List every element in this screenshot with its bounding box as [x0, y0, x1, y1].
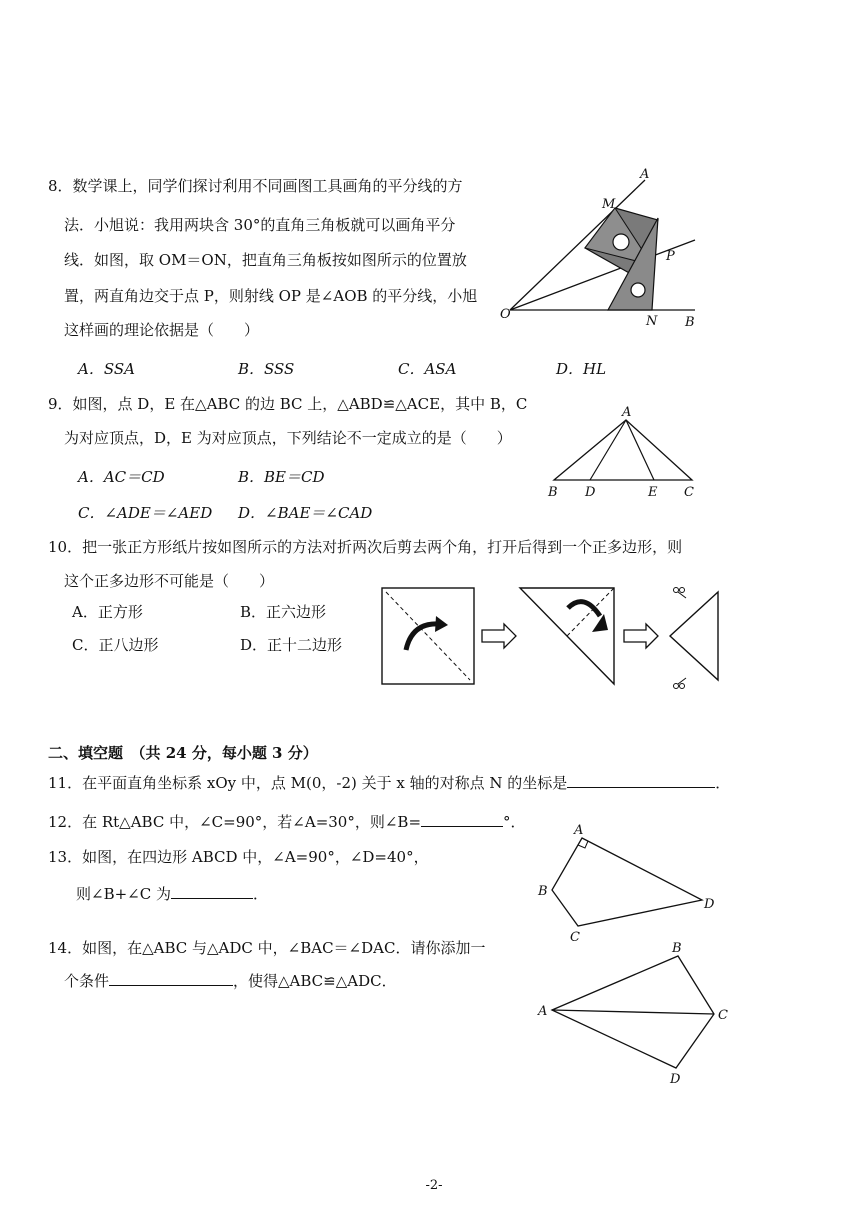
q8-label-a: A [640, 167, 650, 182]
q8-line-5: 这样画的理论依据是（ ） [64, 321, 260, 339]
page-number: -2- [425, 1178, 443, 1193]
q8-line-3: 线．如图，取 OM＝ON，把直角三角板按如图所示的位置放 [64, 251, 467, 269]
q9-label-a: A [622, 405, 632, 420]
q10-option-d[interactable]: D．正十二边形 [240, 636, 343, 654]
q9-label-d: D [585, 485, 596, 500]
q8-option-b[interactable]: B．SSS [238, 360, 295, 378]
right-arrow-icon [482, 624, 516, 648]
q8-line-4: 置，两直角边交于点 P，则射线 OP 是∠AOB 的平分线，小旭 [64, 287, 478, 305]
q9-option-a[interactable]: A．AC＝CD [78, 468, 165, 486]
q10-option-c[interactable]: C．正八边形 [72, 636, 159, 654]
q10-option-b[interactable]: B．正六边形 [240, 603, 327, 621]
q8-line-1: 8．数学课上，同学们探讨利用不同画图工具画角的平分线的方 [48, 177, 463, 195]
q14-text-end: ，使得△ABC≌△ADC． [233, 972, 397, 990]
q13-label-b: B [538, 884, 548, 899]
scissors-icon [674, 588, 687, 599]
q14-label-d: D [670, 1072, 681, 1087]
q13-label-d: D [704, 897, 715, 912]
q11-end: ． [715, 774, 731, 792]
q9-label-b: B [548, 485, 558, 500]
q12-end: °． [503, 813, 526, 831]
q8-option-a[interactable]: A．SSA [78, 360, 135, 378]
q8-label-p: P [666, 249, 675, 264]
q11-text: 11．在平面直角坐标系 xOy 中，点 M(0，-2) 关于 x 轴的对称点 N 的坐标是 [48, 774, 568, 792]
q8-line-2: 法．小旭说：我用两块含 30°的直角三角板就可以画角平分 [64, 216, 456, 234]
q9-option-d[interactable]: D．∠BAE＝∠CAD [238, 504, 373, 522]
q14-figure [532, 938, 737, 1088]
q13-text: 则∠B+∠C 为 [76, 885, 171, 903]
q14-label-c: C [718, 1008, 728, 1023]
q13-end: ． [252, 885, 268, 903]
q14-line-1: 14．如图，在△ABC 与△ADC 中，∠BAC＝∠DAC．请你添加一 [48, 939, 486, 957]
q11-line [48, 773, 730, 793]
q11-answer-blank[interactable] [567, 773, 715, 788]
q10-figure [378, 580, 728, 695]
q13-label-c: C [570, 930, 580, 945]
q8-label-o: O [500, 307, 511, 322]
q14-label-b: B [672, 941, 682, 956]
q10-line-1: 10．把一张正方形纸片按如图所示的方法对折两次后剪去两个角，打开后得到一个正多边形，则 [48, 538, 683, 556]
q14-answer-blank[interactable] [109, 971, 233, 986]
q8-label-n: N [646, 314, 658, 329]
section-2-title: 二、填空题 （共 24 分，每小题 3 分） [48, 744, 318, 762]
q12-line [48, 812, 526, 832]
q12-text: 12．在 Rt△ABC 中，∠C=90°，若∠A=30°，则∠B= [48, 813, 422, 831]
q9-label-c: C [684, 485, 694, 500]
q13-label-a: A [574, 823, 584, 838]
q9-option-c[interactable]: C．∠ADE＝∠AED [78, 504, 213, 522]
q8-option-d[interactable]: D．HL [556, 360, 607, 378]
q9-figure [540, 402, 710, 502]
q10-option-a[interactable]: A．正方形 [72, 603, 143, 621]
right-arrow-icon [624, 624, 658, 648]
q9-line-1: 9．如图，点 D，E 在△ABC 的边 BC 上，△ABD≌△ACE，其中 B，C [48, 395, 528, 413]
q8-label-b: B [685, 315, 695, 330]
q8-label-m: M [602, 197, 616, 212]
q9-label-e: E [648, 485, 658, 500]
q14-text-start: 个条件 [64, 972, 110, 990]
q13-figure [530, 820, 725, 945]
q13-answer-blank[interactable] [171, 884, 253, 899]
q10-line-2: 这个正多边形不可能是（ ） [64, 572, 275, 590]
scissors-icon [674, 678, 687, 689]
q13-line-1: 13．如图，在四边形 ABCD 中，∠A=90°，∠D=40°， [48, 848, 429, 866]
q14-line-2 [64, 971, 397, 991]
q9-line-2: 为对应顶点，D，E 为对应顶点，下列结论不一定成立的是（ ） [64, 429, 512, 447]
q9-option-b[interactable]: B．BE＝CD [238, 468, 325, 486]
q8-figure [490, 160, 710, 335]
q8-option-c[interactable]: C．ASA [398, 360, 457, 378]
q13-line-2 [76, 884, 268, 904]
q12-answer-blank[interactable] [421, 812, 503, 827]
q14-label-a: A [538, 1004, 548, 1019]
